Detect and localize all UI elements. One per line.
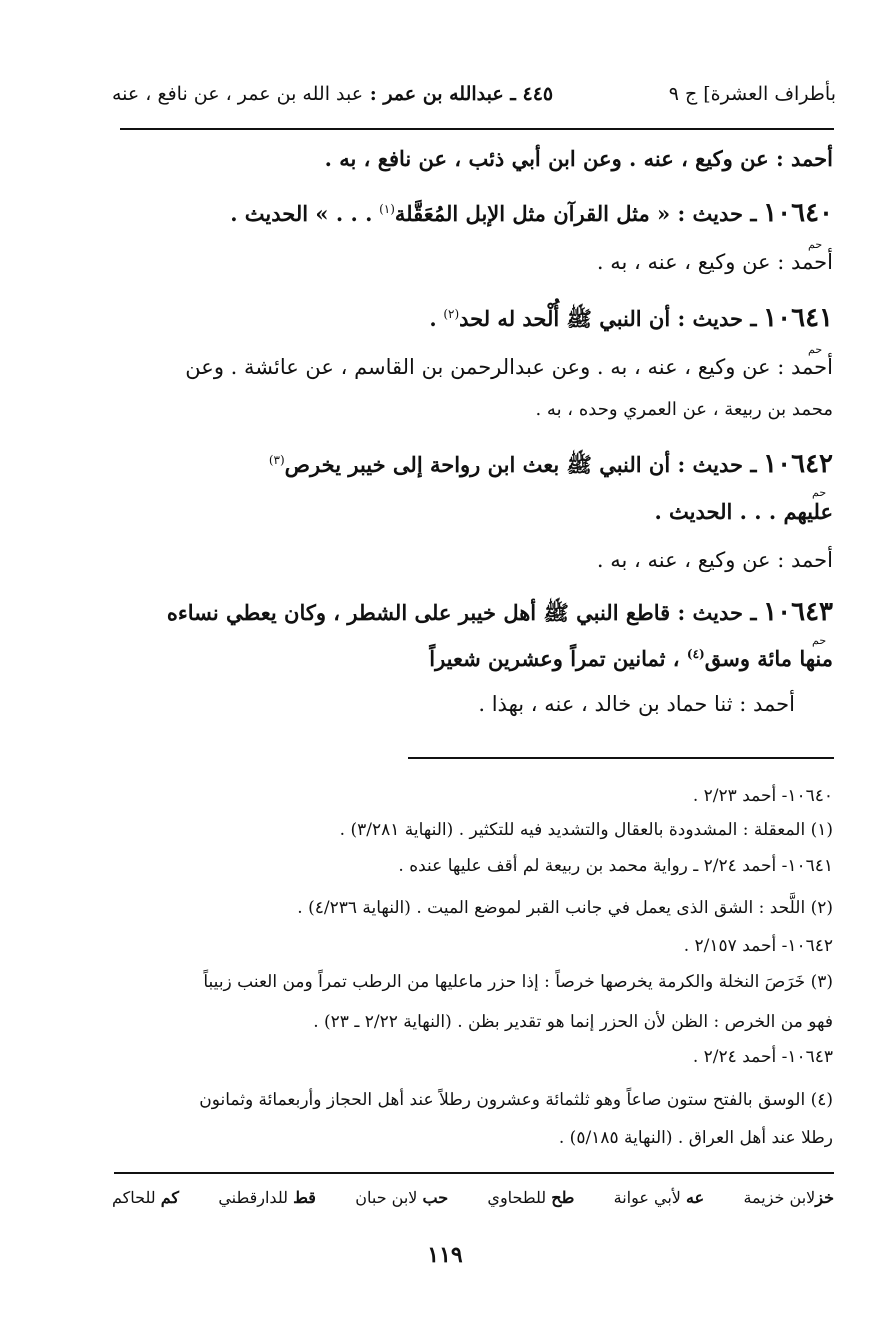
- siglum-item: [614, 1188, 705, 1207]
- siglum-code: خز: [815, 1188, 834, 1207]
- siglum-label: لأبي عوانة: [613, 1188, 681, 1207]
- hadith-text: ـ حديث : « مثل القرآن مثل الإبل المُعَقَّلة: [394, 201, 757, 226]
- running-head-chain-rest: عبد الله بن عمر ، عن نافع ، عنه: [112, 83, 364, 105]
- running-head-title: بأطراف العشرة] ج ٩: [668, 83, 836, 105]
- siglum-marker: حم: [808, 238, 823, 251]
- hadith-text: ـ حديث : قاطع النبي ﷺ أهل خيبر على الشطر ، وكان يعطي نساءه: [166, 600, 757, 625]
- footer-rule: [114, 1172, 834, 1174]
- footnote: ١٠٦٤٢- أحمد ٢/١٥٧ .: [683, 936, 833, 956]
- siglum-label: للدارقطني: [218, 1188, 288, 1207]
- siglum-label: للطحاوي: [487, 1188, 547, 1207]
- hadith-entry-10641: [429, 303, 833, 337]
- footnote-ref: (٢): [443, 307, 460, 321]
- hadith-source-cont: محمد بن ربيعة ، عن العمري وحده ، به .: [535, 399, 833, 420]
- siglum-item: [112, 1188, 179, 1207]
- footnote-ref: (٤): [686, 647, 705, 661]
- hadith-source: أحمد : ثنا حماد بن خالد ، عنه ، بهذا .: [478, 692, 795, 716]
- hadith-entry-10642: [269, 449, 833, 483]
- siglum-code: عه: [686, 1188, 705, 1207]
- siglum-label: لابن خزيمة: [743, 1188, 816, 1207]
- hadith-entry-10640: [230, 198, 833, 228]
- footnote: (١) المعقلة : المشدودة بالعقال والتشديد فيه للتكثير . (النهاية ٣/٢٨١) .: [339, 820, 833, 840]
- header-rule: [120, 128, 834, 130]
- footnote: رطلا عند أهل العراق . (النهاية ٥/١٨٥) .: [558, 1128, 833, 1148]
- hadith-text-end: .: [429, 306, 437, 331]
- footnote: ١٠٦٤٠- أحمد ٢/٢٣ .: [692, 786, 833, 806]
- hadith-text: ـ حديث : أن النبي ﷺ أُلْحد له لحد: [459, 306, 757, 331]
- hadith-source: أحمد : عن وكيع ، عنه ، به . وعن عبدالرحمن بن القاسم ، عن عائشة . وعن: [185, 355, 833, 379]
- siglum-label: لابن حبان: [355, 1188, 418, 1207]
- page-number: ١١٩: [427, 1242, 463, 1268]
- siglum-item: [355, 1188, 448, 1207]
- siglum-code: طح: [551, 1188, 575, 1207]
- siglum-marker: حم: [812, 634, 827, 647]
- footnote: ١٠٦٤١- أحمد ٢/٢٤ ـ رواية محمد بن ربيعة لم أقف عليها عنده .: [398, 856, 833, 876]
- siglum-label: للحاكم: [112, 1188, 156, 1207]
- continuation-line: [325, 146, 833, 171]
- hadith-text-cont: عليهم . . . الحديث .: [654, 499, 833, 524]
- footnote-rule: [408, 757, 834, 759]
- hadith-number: ١٠٦٤٠: [763, 198, 833, 228]
- running-head-chain: [112, 83, 553, 105]
- siglum-item: [218, 1188, 316, 1207]
- hadith-source: أحمد : عن وكيع ، عنه ، به .: [596, 548, 833, 572]
- running-head: [112, 83, 836, 113]
- footnote: (٤) الوسق بالفتح ستون صاعاً وهو ثلثمائة وعشرون رطلاً عند أهل الحجاز وأربعمائة وثمانون: [199, 1090, 833, 1110]
- running-head-chain-number: ٤٤٥ ـ عبدالله بن عمر :: [369, 83, 554, 105]
- footnote: (٢) اللَّحد : الشق الذى يعمل في جانب القبر لموضع الميت . (النهاية ٤/٢٣٦) .: [297, 898, 833, 918]
- footnote-ref: (٣): [268, 453, 285, 467]
- footnote: (٣) خَرَصَ النخلة والكرمة يخرصها خرصاً : إذا حزر ماعليها من الرطب تمراً ومن العنب زبيباً: [203, 972, 833, 992]
- hadith-number: ١٠٦٤١: [763, 303, 833, 333]
- siglum-item: [743, 1188, 834, 1207]
- hadith-entry-10643: [167, 597, 833, 631]
- siglum-code: حب: [422, 1188, 449, 1207]
- hadith-text-end: . . . » الحديث .: [230, 201, 373, 226]
- siglum-item: [487, 1188, 574, 1207]
- hadith-text-cont: [429, 646, 833, 671]
- siglum-marker: حم: [808, 343, 823, 356]
- hadith-text-part: ، ثمانين تمراً وعشرين شعيراً: [429, 646, 680, 671]
- siglum-code: كم: [160, 1188, 180, 1207]
- footnote: فهو من الخرص : الظن لأن الحزر إنما هو تقدير بظن . (النهاية ٢/٢٢ ـ ٢٣) .: [313, 1012, 833, 1032]
- siglum-code: قط: [293, 1188, 316, 1207]
- continuation-text: أحمد : عن وكيع ، عنه . وعن ابن أبي ذئب ، عن نافع ، به .: [324, 146, 833, 171]
- hadith-number: ١٠٦٤٢: [763, 449, 833, 479]
- footnote: ١٠٦٤٣- أحمد ٢/٢٤ .: [692, 1047, 833, 1067]
- footnote-ref: (١): [379, 202, 395, 216]
- hadith-text-part: منها مائة وسق: [704, 646, 833, 671]
- siglum-marker: حم: [812, 486, 827, 499]
- hadith-text: ـ حديث : أن النبي ﷺ بعث ابن رواحة إلى خيبر يخرص: [284, 452, 757, 477]
- hadith-source: أحمد : عن وكيع ، عنه ، به .: [596, 250, 833, 274]
- hadith-number: ١٠٦٤٣: [763, 597, 833, 627]
- sigla-key: [112, 1188, 834, 1207]
